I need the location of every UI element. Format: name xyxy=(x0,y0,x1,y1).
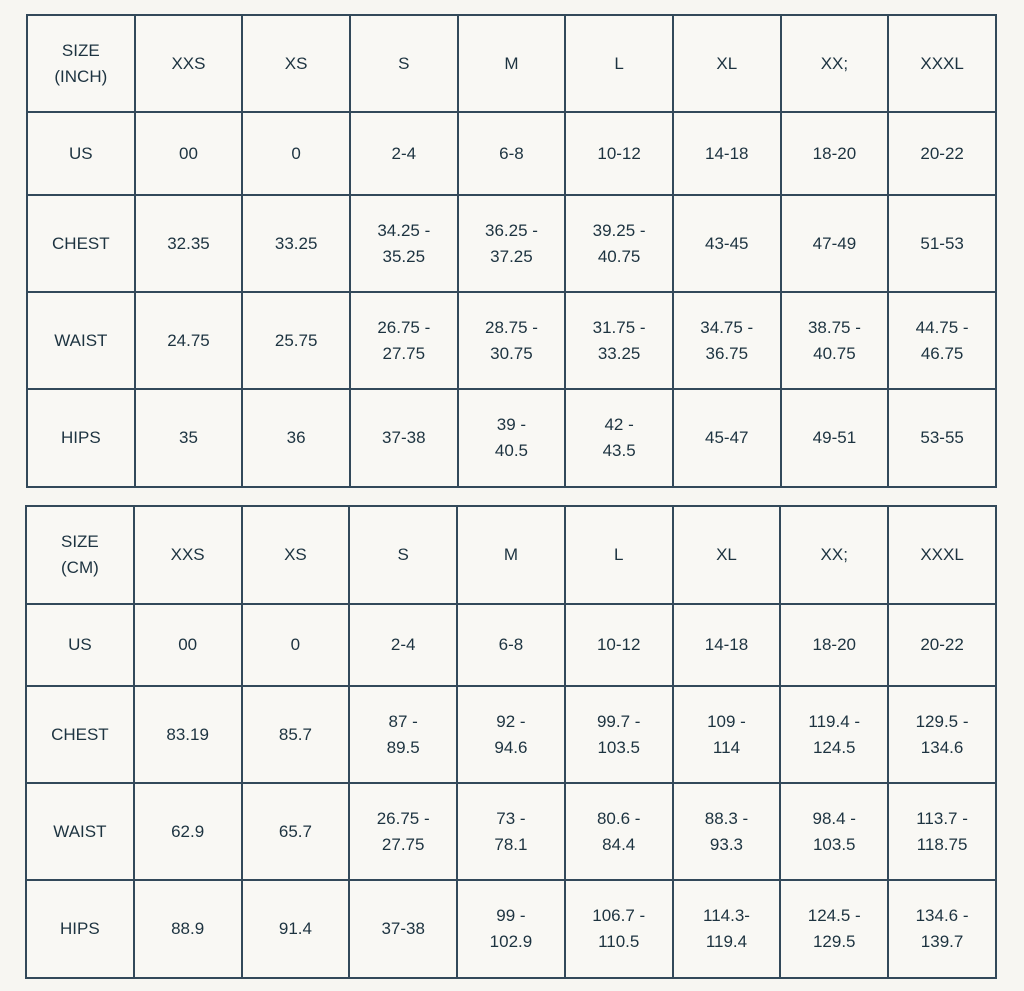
table-cell: 20-22 xyxy=(888,112,996,195)
table-cell: 73 - 78.1 xyxy=(457,783,565,880)
table-cell: 0 xyxy=(242,112,350,195)
table-header-cell: SIZE (CM) xyxy=(26,506,134,604)
table-cell: 26.75 - 27.75 xyxy=(349,783,457,880)
table-cell: 24.75 xyxy=(135,292,243,389)
table-cell: 26.75 - 27.75 xyxy=(350,292,458,389)
table-cell: 37-38 xyxy=(349,880,457,978)
table-cell: 87 - 89.5 xyxy=(349,686,457,783)
table-cell: 113.7 - 118.75 xyxy=(888,783,996,880)
table-cell: 0 xyxy=(242,604,350,686)
table-cell: 36 xyxy=(242,389,350,487)
table-cell: 10-12 xyxy=(565,604,673,686)
table-header-cell: S xyxy=(350,15,458,112)
table-cell: 129.5 - 134.6 xyxy=(888,686,996,783)
table-cell: 32.35 xyxy=(135,195,243,292)
table-cell: 38.75 - 40.75 xyxy=(781,292,889,389)
table-cell: 00 xyxy=(135,112,243,195)
table-cell: 44.75 - 46.75 xyxy=(888,292,996,389)
table-cell: 36.25 - 37.25 xyxy=(458,195,566,292)
row-label-cell: US xyxy=(27,112,135,195)
table-header-cell: XX; xyxy=(780,506,888,604)
table-header-cell: XXS xyxy=(134,506,242,604)
table-header-cell: XL xyxy=(673,15,781,112)
table-cell: 10-12 xyxy=(565,112,673,195)
table-row xyxy=(27,195,996,292)
table-header-cell: XXXL xyxy=(888,15,996,112)
table-row xyxy=(26,686,996,783)
table-cell: 114.3- 119.4 xyxy=(673,880,781,978)
size-chart-cm-table xyxy=(25,505,997,979)
table-header-row xyxy=(26,506,996,604)
table-cell: 98.4 - 103.5 xyxy=(780,783,888,880)
table-row xyxy=(27,292,996,389)
table-header-cell: XS xyxy=(242,15,350,112)
table-cell: 47-49 xyxy=(781,195,889,292)
table-header-cell: L xyxy=(565,15,673,112)
table-cell: 109 - 114 xyxy=(673,686,781,783)
table-cell: 51-53 xyxy=(888,195,996,292)
table-cell: 31.75 - 33.25 xyxy=(565,292,673,389)
table-cell: 53-55 xyxy=(888,389,996,487)
table-header-cell: XX; xyxy=(781,15,889,112)
table-cell: 39 - 40.5 xyxy=(458,389,566,487)
table-cell: 119.4 - 124.5 xyxy=(780,686,888,783)
table-row xyxy=(27,389,996,487)
table-cell: 28.75 - 30.75 xyxy=(458,292,566,389)
row-label-cell: US xyxy=(26,604,134,686)
table-cell: 106.7 - 110.5 xyxy=(565,880,673,978)
table-cell: 18-20 xyxy=(781,112,889,195)
table-cell: 85.7 xyxy=(242,686,350,783)
table-header-cell: XXXL xyxy=(888,506,996,604)
table-header-cell: L xyxy=(565,506,673,604)
table-cell: 39.25 - 40.75 xyxy=(565,195,673,292)
table-header-cell: XL xyxy=(673,506,781,604)
table-cell: 134.6 - 139.7 xyxy=(888,880,996,978)
size-chart-inch-table xyxy=(26,14,997,488)
table-header-cell: XS xyxy=(242,506,350,604)
table-cell: 99.7 - 103.5 xyxy=(565,686,673,783)
table-cell: 62.9 xyxy=(134,783,242,880)
table-cell: 99 - 102.9 xyxy=(457,880,565,978)
row-label-cell: WAIST xyxy=(27,292,135,389)
table-header-row xyxy=(27,15,996,112)
table-cell: 88.9 xyxy=(134,880,242,978)
table-cell: 124.5 - 129.5 xyxy=(780,880,888,978)
table-cell: 37-38 xyxy=(350,389,458,487)
table-row xyxy=(26,783,996,880)
table-cell: 91.4 xyxy=(242,880,350,978)
table-cell: 83.19 xyxy=(134,686,242,783)
table-cell: 18-20 xyxy=(780,604,888,686)
row-label-cell: CHEST xyxy=(26,686,134,783)
row-label-cell: CHEST xyxy=(27,195,135,292)
table-cell: 92 - 94.6 xyxy=(457,686,565,783)
table-header-cell: SIZE (INCH) xyxy=(27,15,135,112)
table-cell: 00 xyxy=(134,604,242,686)
table-row xyxy=(27,112,996,195)
table-cell: 80.6 - 84.4 xyxy=(565,783,673,880)
table-cell: 20-22 xyxy=(888,604,996,686)
table-cell: 25.75 xyxy=(242,292,350,389)
table-cell: 65.7 xyxy=(242,783,350,880)
table-cell: 34.25 - 35.25 xyxy=(350,195,458,292)
table-header-cell: M xyxy=(457,506,565,604)
table-cell: 49-51 xyxy=(781,389,889,487)
table-cell: 34.75 - 36.75 xyxy=(673,292,781,389)
table-cell: 42 - 43.5 xyxy=(565,389,673,487)
row-label-cell: HIPS xyxy=(27,389,135,487)
table-cell: 6-8 xyxy=(458,112,566,195)
table-row xyxy=(26,880,996,978)
row-label-cell: HIPS xyxy=(26,880,134,978)
table-cell: 14-18 xyxy=(673,604,781,686)
table-cell: 6-8 xyxy=(457,604,565,686)
table-header-cell: M xyxy=(458,15,566,112)
table-cell: 33.25 xyxy=(242,195,350,292)
table-header-cell: XXS xyxy=(135,15,243,112)
table-row xyxy=(26,604,996,686)
table-header-cell: S xyxy=(349,506,457,604)
table-cell: 2-4 xyxy=(349,604,457,686)
row-label-cell: WAIST xyxy=(26,783,134,880)
table-cell: 2-4 xyxy=(350,112,458,195)
table-cell: 35 xyxy=(135,389,243,487)
table-cell: 88.3 - 93.3 xyxy=(673,783,781,880)
table-cell: 45-47 xyxy=(673,389,781,487)
table-cell: 14-18 xyxy=(673,112,781,195)
table-cell: 43-45 xyxy=(673,195,781,292)
